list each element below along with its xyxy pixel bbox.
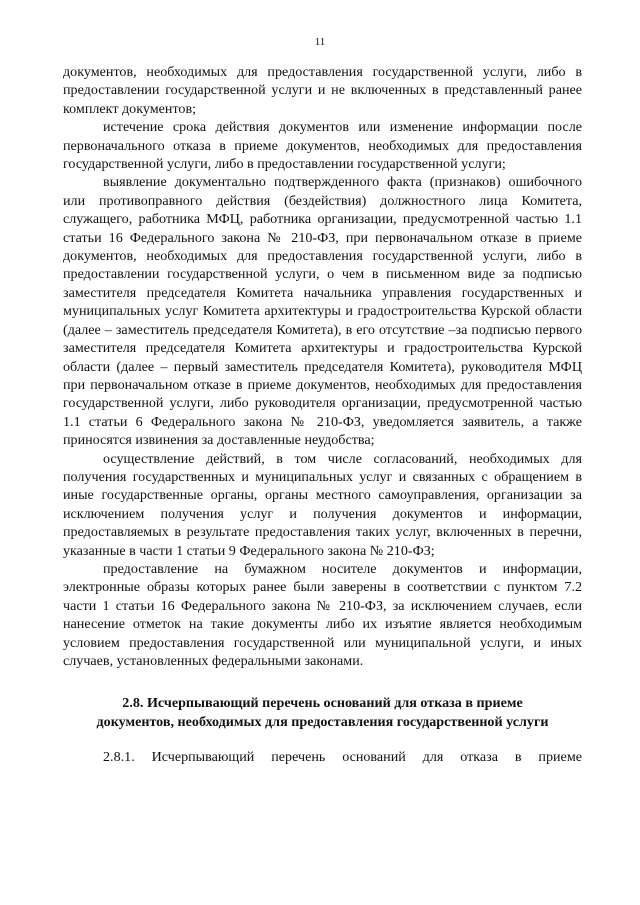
page-number: 11 [314,36,326,48]
section-heading-line-1: 2.8. Исчерпывающий перечень оснований для отказа в приеме [122,695,523,712]
paragraph-continuation: документов, необходимых для предоставления государственной услуги, либо в предоставлении государственной услуги и не включенных в представленный ранее комплект документов; [63,64,582,117]
paragraph-paper-documents: предоставление на бумажном носителе документов и информации, электронные образы которых ранее были заверены в соответствии с пунктом 7.2 части 1 статьи 16 Федерального закона № 210-ФЗ, за исключением случаев, если нанесение отметок на такие документы либо их изъятие является необходимым условием предоставления государственной или муниципальной услуги, и иных случаев, установленных федеральными законами. [63,560,582,669]
document-body [63,63,582,767]
paragraph-actions-approvals: осуществление действий, в том числе согласований, необходимых для получения государственных и муниципальных услуг и связанных с обращением в иные государственные органы, органы местного самоуправления, организации за исключением получения услуг и получения документов и информации, предоставляемых в результате предоставления таких услуг, включенных в перечни, указанные в части 1 статьи 9 Федерального закона № 210-ФЗ; [63,450,582,559]
subsection-paragraph: 2.8.1. Исчерпывающий перечень оснований для отказа в приеме [103,749,582,766]
paragraph-error-detection: выявление документально подтвержденного факта (признаков) ошибочного или противоправного действия (бездействия) должностного лица Комитета, служащего, работника МФЦ, работника организации, предусмотренной частью 1.1 статьи 16 Федерального закона № 210-ФЗ, при первоначальном отказе в приеме документов, необходимых для предоставления государственной услуги, либо в предоставлении государственной услуги, о чем в письменном виде за подписью заместителя председателя Комитета начальника управления государственных и муниципальных услуг Комитета архитектуры и градостроительства Курской области (далее – заместитель председателя Комитета), в его отсутствие –за подписью первого заместителя председателя Комитета архитектуры и градостроительства Курской области (далее – первый заместитель председателя Комитета), руководителя МФЦ при первоначальном отказе в приеме документов, необходимых для предоставления государственной услуги, либо руководителя организации, предусмотренной частью 1.1 статьи 6 Федерального закона № 210-ФЗ, уведомляется заявитель, а также приносятся извинения за доставленные неудобства; [63,174,582,449]
section-heading [63,694,582,731]
paragraph-document-expiry: истечение срока действия документов или изменение информации после первоначального отказа в приеме документов, необходимых для предоставления государственной услуги, либо в предоставлении государственной услуги; [63,119,582,173]
section-heading-line-2: документов, необходимых для предоставления государственной услуги [96,713,549,730]
